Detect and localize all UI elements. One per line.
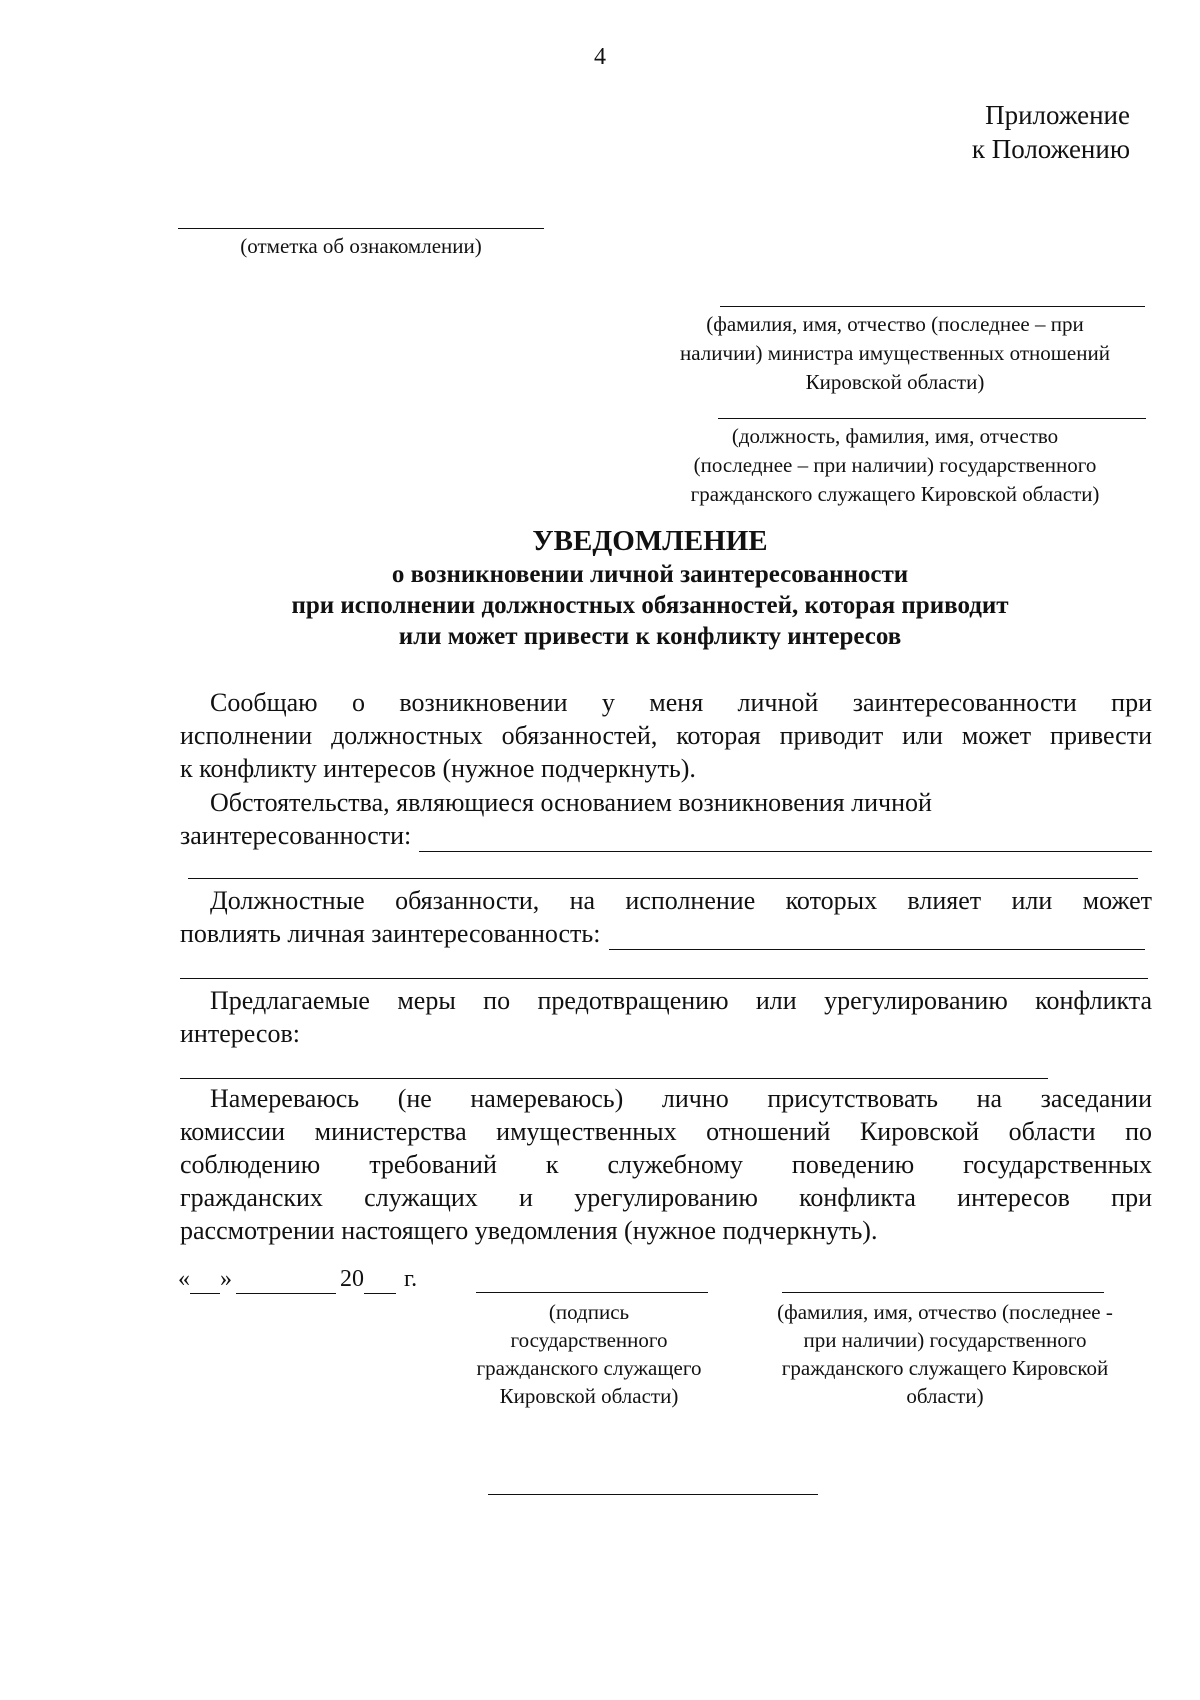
- appendix-header: [972, 98, 1130, 166]
- paragraph-duties: [180, 884, 1152, 950]
- official-caption: [640, 422, 1150, 509]
- p1-line-2: исполнении должностных обязанностей, которая приводит или может привести: [180, 721, 1152, 750]
- circumstances-fill-line[interactable]: [419, 827, 1152, 852]
- minister-caption: [630, 310, 1160, 397]
- signature-caption-line-1: (подпись: [548, 1300, 630, 1324]
- circumstances-fill-line-2[interactable]: [188, 878, 1138, 879]
- full-name-caption: [740, 1298, 1150, 1410]
- p4-line-2: интересов:: [180, 1019, 300, 1048]
- minister-caption-line-2: наличии) министра имущественных отношений: [680, 341, 1110, 365]
- duties-fill-line-2[interactable]: [180, 978, 1148, 979]
- paragraph-measures: [180, 984, 1152, 1050]
- page-number: 4: [594, 44, 606, 70]
- title-sub-line-3: или может привести к конфликту интересов: [398, 623, 902, 650]
- p5-line-1: Намереваюсь (не намереваюсь) лично присутствовать на заседании: [210, 1084, 1152, 1113]
- p5-line-5: рассмотрении настоящего уведомления (нужное подчеркнуть).: [180, 1216, 878, 1245]
- paragraph-commission: [180, 1082, 1152, 1247]
- acknowledgement-line: [178, 228, 544, 229]
- signature-caption-line-3: гражданского служащего: [476, 1356, 702, 1380]
- date-day-blank[interactable]: [190, 1271, 220, 1294]
- p2-line-1: Обстоятельства, являющиеся основанием возникновения личной: [210, 788, 932, 817]
- appendix-line-1: Приложение: [985, 100, 1130, 130]
- official-caption-line-2: (последнее – при наличии) государственного: [693, 453, 1097, 477]
- p4-line-1: Предлагаемые меры по предотвращению или урегулированию конфликта: [210, 986, 1152, 1015]
- acknowledgement-caption: (отметка об ознакомлении): [240, 234, 482, 258]
- date-year-prefix: 20: [340, 1266, 364, 1292]
- date-line: [178, 1264, 417, 1294]
- minister-caption-line-3: Кировской области): [805, 370, 985, 394]
- official-caption-line-3: гражданского служащего Кировской области): [690, 482, 1100, 506]
- duties-fill-line[interactable]: [609, 925, 1146, 950]
- p3-line-2-row: [180, 917, 1145, 950]
- minister-name-line: [720, 306, 1145, 307]
- measures-fill-line[interactable]: [180, 1078, 1048, 1079]
- p1-line-1: Сообщаю о возникновении у меня личной заинтересованности при: [210, 688, 1152, 717]
- title-sub-line-2: при исполнении должностных обязанностей, которая приводит: [291, 592, 1009, 619]
- signature-caption-line-2: государственного: [510, 1328, 668, 1352]
- date-year-blank[interactable]: [364, 1271, 396, 1294]
- signature-caption-line-4: Кировской области): [499, 1384, 679, 1408]
- p3-line-1: Должностные обязанности, на исполнение которых влияет или может: [210, 886, 1152, 915]
- p2-line-2: заинтересованности:: [180, 821, 412, 850]
- official-name-line: [718, 418, 1146, 419]
- p5-line-2: комиссии министерства имущественных отношений Кировской области по: [180, 1117, 1152, 1146]
- full-name-line[interactable]: [782, 1292, 1104, 1293]
- p3-line-2: повлиять личная заинтересованность:: [180, 919, 601, 948]
- paragraph-conflict-report: [180, 686, 1152, 785]
- full-name-caption-line-2: при наличии) государственного: [803, 1328, 1087, 1352]
- date-close-quote: »: [220, 1266, 232, 1292]
- signature-line[interactable]: [476, 1292, 708, 1293]
- official-caption-line-1: (должность, фамилия, имя, отчество: [731, 424, 1059, 448]
- appendix-line-2: к Положению: [971, 134, 1130, 164]
- full-name-caption-line-1: (фамилия, имя, отчество (последнее -: [777, 1300, 1113, 1324]
- signature-caption: [448, 1298, 730, 1410]
- full-name-caption-line-4: области): [906, 1384, 984, 1408]
- full-name-caption-line-3: гражданского служащего Кировской: [781, 1356, 1109, 1380]
- title-sub-line-1: о возникновении личной заинтересованности: [391, 561, 909, 588]
- p1-line-3: к конфликту интересов (нужное подчеркнуть).: [180, 754, 696, 783]
- paragraph-circumstances: [180, 786, 1152, 852]
- date-year-suffix: г.: [404, 1266, 418, 1292]
- closing-divider: [488, 1494, 818, 1495]
- document-title: [150, 523, 1150, 652]
- date-open-quote: «: [178, 1266, 190, 1292]
- p5-line-3: соблюдению требований к служебному поведению государственных: [180, 1150, 1152, 1179]
- date-month-blank[interactable]: [236, 1271, 336, 1294]
- p2-line-2-row: [180, 819, 1152, 852]
- title-main: УВЕДОМЛЕНИЕ: [532, 525, 768, 557]
- minister-caption-line-1: (фамилия, имя, отчество (последнее – при: [706, 312, 1084, 336]
- p5-line-4: гражданских служащих и урегулированию конфликта интересов при: [180, 1183, 1152, 1212]
